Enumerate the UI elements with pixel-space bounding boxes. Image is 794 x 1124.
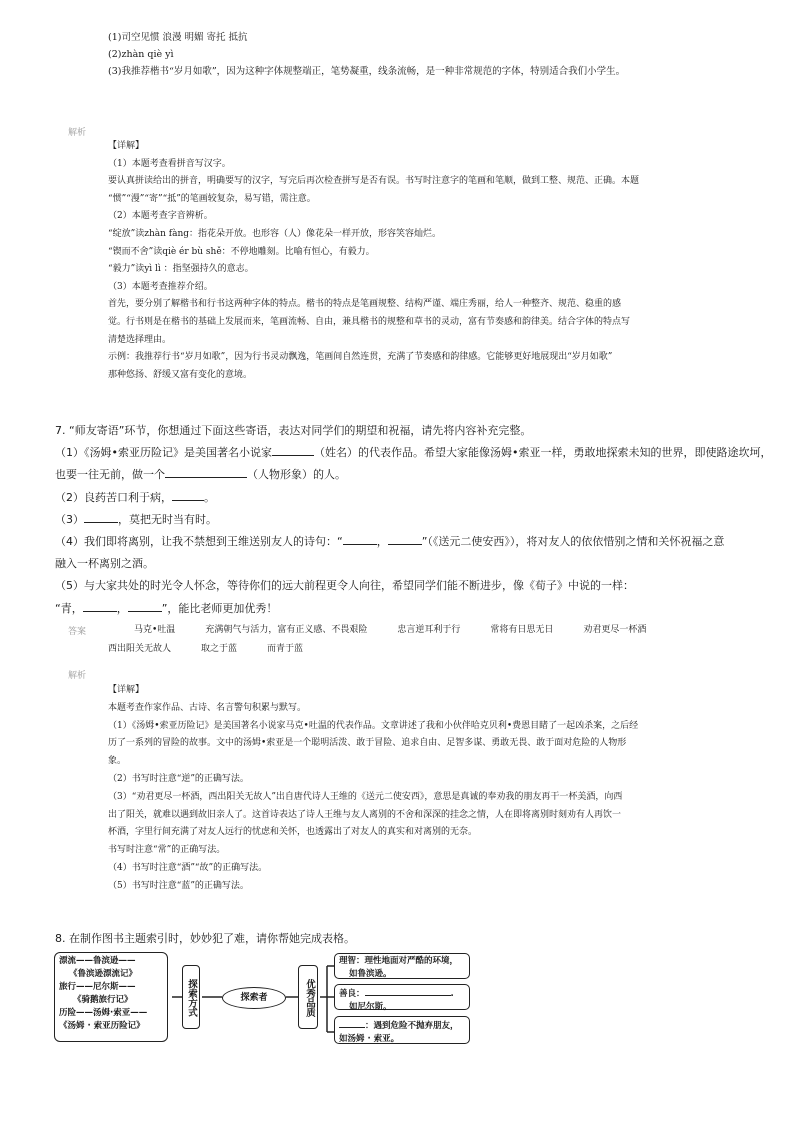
analysis-line: “锲而不舍”读qiè ér bù shě：不停地雕刻。比喻有恒心，有毅力。 (108, 246, 375, 257)
index-diagram (52, 950, 482, 1050)
analysis-line: “绽放”读zhàn fàng：指花朵开放。也形容（人）像花朵一样开放，形容笑容灿烂。 (108, 228, 442, 239)
excellent-quality-box: 优秀品质 (298, 965, 318, 1029)
answer-blank[interactable] (365, 986, 451, 996)
analysis-line: （3）“劝君更尽一杯酒，西出阳关无故人”出自唐代诗人王维的《送元二使安西》，意思是真诚的奉劝我的朋友再干一杯美酒，向西 (108, 791, 623, 802)
top-answer (108, 29, 625, 80)
analysis-line: 书写时注意“常”的正确写法。 (108, 845, 226, 856)
answer-7 (108, 621, 676, 658)
answer-item: 充满朝气与活力，富有正义感、不畏艰险 (205, 625, 368, 635)
question-text: ，莫把无时当有时。 (118, 512, 217, 526)
example-line: 《鲁滨逊漂流记》 (69, 969, 138, 979)
question-line (55, 464, 745, 486)
analysis-line: 本题考查作家作品、古诗、名言警句积累与默写。 (108, 702, 307, 713)
question-text: ”，能比老师更加优秀！ (161, 601, 278, 615)
analysis-line: 【详解】 (108, 141, 145, 151)
example-line: 历险——汤姆·索亚—— (59, 1008, 148, 1018)
question-text: ， (116, 601, 128, 615)
answer-blank[interactable] (84, 510, 118, 523)
quality-text: 如汤姆 · 索亚。 (339, 1034, 400, 1044)
question-line (55, 509, 745, 531)
answer-line: (3)我推荐楷书“岁月如歌”，因为这种字体规整端正，笔势凝重，线条流畅，是一种非常规范的字体，特别适合我们小学生。 (108, 66, 626, 77)
analysis-label: 解析 (68, 128, 87, 138)
examples-box (54, 952, 168, 1042)
analysis-line: 清楚选择理由。 (108, 334, 172, 345)
answer-label: 答案 (68, 627, 87, 637)
quality-text: 如鲁滨逊。 (349, 969, 392, 979)
analysis-line: 象。 (108, 756, 127, 767)
example-line: 旅行——尼尔斯—— (59, 982, 136, 992)
quality-box-loyal (334, 1016, 470, 1044)
answer-item: 忠言逆耳利于行 (397, 625, 461, 635)
example-line: 《骑鹅旅行记》 (73, 995, 133, 1005)
answer-item: 马克•吐温 (134, 625, 176, 635)
answer-blank[interactable] (172, 488, 204, 501)
analysis-line: 首先，要分别了解楷书和行书这两种字体的特点。楷书的特点是笔画规整、结构严谨、端庄秀丽，给人一种整齐、规范、稳重的感 (108, 299, 622, 310)
quality-box-kind (334, 984, 470, 1010)
answer-line: (1)司空见惯 浪漫 明媚 寄托 抵抗 (108, 32, 248, 43)
question-text: （1）《汤姆•索亚历险记》是美国著名小说家 (55, 446, 272, 460)
analysis-line: “毅力”读yì lì ：指坚强持久的意志。 (108, 264, 254, 275)
answer-blank[interactable] (339, 1018, 365, 1028)
question-line (55, 598, 745, 620)
analysis-line: 要认真拼读给出的拼音，明确要写的汉字，写完后再次检查拼写是否有误。书写时注意字的笔画和笔顺，做到工整、规范、正确。本题 (108, 176, 640, 187)
analysis-line: （1）本题考查看拼音写汉字。 (108, 158, 231, 169)
answer-blank[interactable] (388, 532, 422, 545)
answer-blank[interactable] (343, 532, 377, 545)
answer-blank[interactable] (128, 599, 162, 612)
question-text: ， (376, 535, 388, 549)
analysis-line: 示例：我推荐行书“岁月如歌”，因为行书灵动飘逸，笔画间自然连贯，充满了节奏感和韵律感。它能够更好地展现出“岁月如歌” (108, 352, 613, 363)
question-text: （3） (55, 512, 84, 526)
question-7 (55, 420, 772, 620)
analysis-block-1 (108, 138, 718, 384)
quality-text: 如尼尔斯。 (349, 1002, 392, 1012)
question-line (55, 487, 745, 509)
explorer-oval: 探索者 (222, 987, 286, 1009)
quality-text: 理智：理性地面对严酷的环境， (339, 956, 459, 966)
analysis-line: “惯”“漫”“寄”“抵”的笔画较复杂，易写错，需注意。 (108, 193, 316, 204)
analysis-line: 出了阳关，就难以遇到故旧亲人了。这首诗表达了诗人王维与友人离别的不舍和深深的挂念之情，人在即将离别时刻劝有人再饮一 (108, 809, 622, 820)
answer-item: 西出阳关无故人 (108, 643, 172, 654)
answer-item: 取之于蓝 (201, 643, 238, 654)
exploration-method-box: 探索方式 (182, 965, 200, 1029)
analysis-line: （2）书写时注意“逆”的正确写法。 (108, 773, 249, 784)
question-8 (55, 930, 355, 948)
question-title: 7. “师友寄语”环节，你想通过下面这些寄语，表达对同学们的期望和祝福，请先将内容补充完整。 (55, 424, 532, 437)
analysis-line: （5）书写时注意“蓝”的正确写法。 (108, 880, 249, 891)
analysis-line: 那种悠扬、舒缓又富有变化的意境。 (108, 369, 253, 380)
analysis-block-2 (108, 682, 718, 896)
answer-blank[interactable] (272, 443, 314, 456)
analysis-line: （4）书写时注意“酒”“故”的正确写法。 (108, 862, 268, 873)
answer-item: 而青于蓝 (267, 643, 304, 654)
question-text: （姓名）的代表作品。希望大家能像汤姆•索亚一样，勇敢地探索未知的世界，即使路途坎坷， (314, 446, 772, 460)
question-line: （5）与大家共处的时光令人怀念，等待你们的远大前程更令人向往，希望同学们能不断进步，像《荀子》中说的一样： (55, 579, 634, 593)
analysis-line: （2）本题考查字音辨析。 (108, 211, 213, 222)
analysis-line: 杯酒，字里行间充满了对友人远行的忧虑和关怀，也透露出了对友人的真实和对离别的无奈。 (108, 827, 478, 838)
answer-row (108, 640, 676, 659)
analysis-line: （3）本题考查推荐介绍。 (108, 281, 213, 292)
quality-box-reason (334, 953, 470, 979)
analysis-label: 解析 (68, 671, 87, 681)
question-line (55, 531, 745, 553)
question-text: 。 (204, 490, 215, 504)
example-line: 漂流——鲁滨逊—— (59, 956, 136, 966)
quality-line (339, 1018, 469, 1033)
example-line: 《汤姆 · 索亚历险记》 (59, 1021, 145, 1031)
question-text: “青， (55, 601, 83, 615)
question-text: 也要一往无前，做一个 (55, 468, 165, 482)
analysis-line: 觉。行书则是在楷书的基础上发展而来，笔画流畅、自由，兼具楷书的规整和草书的灵动，富有节奏感和韵律美。结合字体的特点写 (108, 316, 631, 327)
quality-text: 善良： (339, 989, 365, 999)
answer-blank[interactable] (165, 465, 247, 478)
analysis-line: 【详解】 (108, 685, 145, 695)
answer-line: (2)zhàn qiè yì (108, 49, 174, 60)
quality-line: 善良： . (339, 986, 469, 1001)
answer-item: 劝君更尽一杯酒 (583, 625, 647, 635)
question-text: （2）良药苦口利于病， (55, 490, 172, 504)
question-text: （人物形象）的人。 (247, 468, 346, 482)
analysis-line: 历了一系列的冒险的故事。文中的汤姆•索亚是一个聪明活泼、敢于冒险、追求自由、足智多谋、勇敢无畏、敢于面对危险的人物形 (108, 738, 627, 749)
analysis-line: （1）《汤姆•索亚历险记》是美国著名小说家马克•吐温的代表作品。文章讲述了我和小伙伴哈克贝利•费恩目睹了一起凶杀案，之后经 (108, 720, 639, 731)
answer-item: 常将有日思无日 (490, 625, 554, 635)
question-line: 融入一杯离别之酒。 (55, 557, 154, 571)
question-line (55, 442, 772, 464)
question-text: ”（《送元二使安西》），将对友人的依依惜别之情和关怀祝福之意 (421, 535, 725, 549)
answer-blank[interactable] (83, 599, 117, 612)
quality-text: ：遇到危险不抛弃朋友， (365, 1021, 459, 1031)
question-title: 8. 在制作图书主题索引时，妙妙犯了难，请你帮她完成表格。 (55, 932, 355, 945)
question-text: （4）我们即将离别，让我不禁想到王维送别友人的诗句：“ (55, 535, 343, 549)
answer-row (108, 621, 676, 640)
